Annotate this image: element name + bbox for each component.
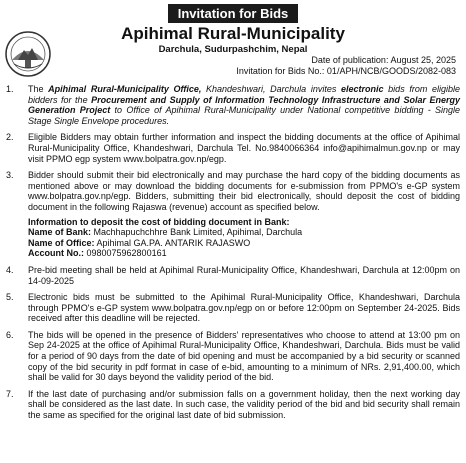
item-text: Electronic bids must be submitted to the Apihimal Rural-Municipality Office, Khandeshwari, Darchula through PPMO's e-GP system www.bolpatra.gov.np/egp on or before 12:00pm on September 24-2025. Bids received after this deadline will be rejected. — [28, 292, 460, 324]
bank-info-heading: Information to deposit the cost of bidding document in Bank: — [28, 216, 290, 227]
bank-name-label: Name of Bank: — [28, 227, 92, 238]
list-item — [6, 330, 460, 383]
item-text: Bidder should submit their bid electronically and may purchase the hard copy of the bidding documents as mentioned above or may download the bidding documents for e-submission from PPMO's e-GP system www.bolpatra.gov.np/egp. Bidders, submitting their bid electronically, should deposit the cost of bidding document in the following Rajaswa (revenue) account as specified below. — [28, 170, 460, 212]
list-item — [6, 170, 460, 212]
item-text: to Office of Apihimal Rural-Municipality under National competitive bidding - Single Stage Single Envelope procedures. — [28, 105, 460, 126]
list-item — [6, 84, 460, 126]
bank-info — [6, 217, 460, 259]
publication-date: Date of publication: August 25, 2025 — [311, 55, 456, 65]
item-text: The bids will be opened in the presence of Bidders' representatives who choose to attend at 13:00 pm on Sep 24-2025 at the office of Apihimal Rural-Municipality Office, Khandeshwari, Darchula. Bids must be valid for a period of 90 days from the date of bid opening and must be accompanied by a bid security or scanned copy of the bid security in pdf format in case of e-bid, amounting to a minimum of NRs. 2,91,400.00, which shall be valid for 30 days beyond the validity period of the bid. — [28, 329, 460, 383]
item-text: Eligible Bidders may obtain further information and inspect the bidding documents at the office of Apihimal Rural-Municipality Office, Khandeshwari, Darchula Tel. No.9840066364 info@apihimalmun.gov.np or may visit PPMO egp system www.bolpatra.gov.np/egp. — [28, 132, 460, 164]
list-item — [6, 132, 460, 164]
item-number: 3. — [6, 170, 14, 181]
office-name-label: Name of Office: — [28, 237, 95, 248]
item-text: Pre-bid meeting shall be held at Apihimal Rural-Municipality Office, Khandeshwari, Darchula at 12:00pm on 14-09-2025 — [28, 264, 460, 286]
list-item — [6, 389, 460, 421]
notice-items — [6, 84, 460, 427]
org-address: Darchula, Sudurpashchim, Nepal — [158, 44, 308, 55]
item-emphasis: electronic — [341, 84, 384, 94]
item-number: 1. — [6, 84, 14, 94]
office-name-value: Apihimal GA.PA. ANTARIK RAJASWO — [94, 237, 251, 248]
item-number: 2. — [6, 132, 14, 143]
item-text: The — [28, 84, 49, 94]
project-name: Procurement and Supply of Information Technology Infrastructure and Solar Energy Generation Project — [28, 94, 460, 116]
item-text: If the last date of purchasing and/or submission falls on a government holiday, then the next working day shall be considered as the last date. In such case, the validity period of the bid and bid security shall remain the same as specified for the original last date of bid submission. — [28, 388, 460, 421]
reference-number: Invitation for Bids No.: 01/APH/NCB/GOODS/2082-083 — [236, 66, 456, 76]
item-number: 6. — [6, 329, 14, 340]
list-item — [6, 265, 460, 286]
org-name: Apihimal Rural-Municipality — [121, 24, 345, 43]
office-name: Apihimal Rural-Municipality Office, — [48, 84, 202, 94]
item-text: bids from eligible bidders for the — [28, 84, 461, 105]
bank-name-row — [28, 227, 460, 238]
notice-banner: Invitation for Bids — [168, 4, 298, 23]
bank-name-value: Machhapuchchhre Bank Limited, Apihimal, Darchula — [91, 227, 303, 238]
account-value: 0980075962800161 — [84, 248, 167, 259]
item-number: 4. — [6, 264, 14, 275]
item-text: Khandeshwari, Darchula invites — [201, 84, 341, 94]
item-number: 7. — [6, 388, 14, 399]
account-row — [28, 248, 460, 259]
account-label: Account No.: — [28, 248, 84, 259]
list-item — [6, 292, 460, 324]
item-number: 5. — [6, 292, 14, 303]
office-name-row — [28, 238, 460, 249]
